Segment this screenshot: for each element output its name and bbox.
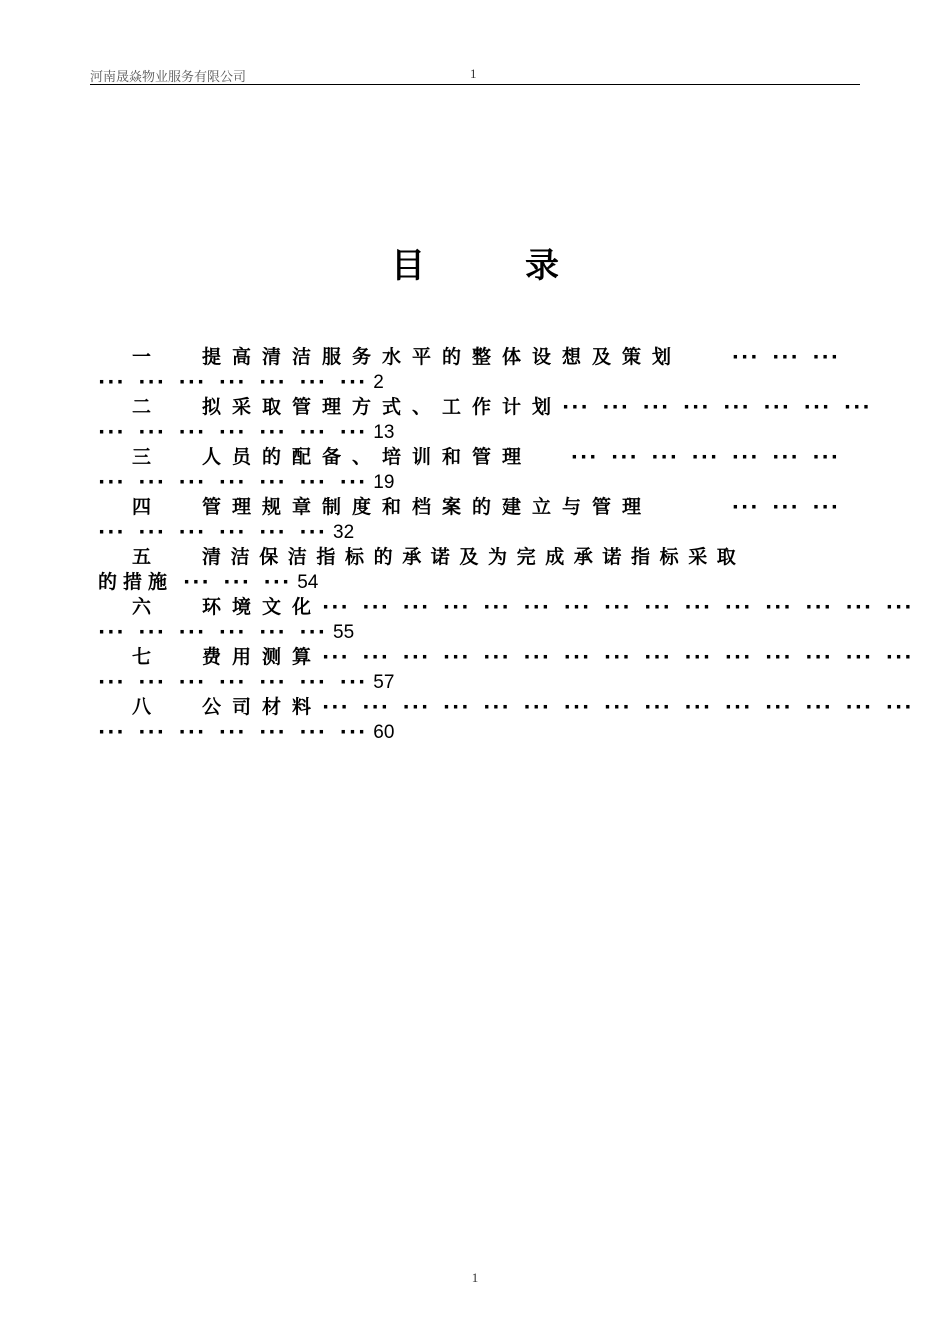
toc-page-number: 19 xyxy=(373,472,395,493)
toc-leader-dots: ··· ··· ··· ··· ··· ··· ··· xyxy=(98,671,368,693)
toc-leader-dots: ··· ··· ··· ··· ··· ··· ··· xyxy=(570,446,840,468)
toc-entry[interactable] xyxy=(98,495,840,545)
toc-entry-title: 管理规章制度和档案的建立与管理 xyxy=(202,496,653,518)
toc-entry-number: 二 xyxy=(132,396,152,418)
toc-page-number: 32 xyxy=(333,522,355,543)
toc-entry-title: 清洁保洁指标的承诺及为完成承诺指标采取 xyxy=(202,546,746,568)
toc-page-number: 13 xyxy=(373,422,395,443)
toc-entry[interactable] xyxy=(98,645,914,695)
toc-leader-dots: ··· ··· ··· ··· ··· ··· xyxy=(98,621,327,643)
toc-entry[interactable] xyxy=(98,595,914,645)
toc-entry-title: 环境文化 xyxy=(202,596,323,618)
toc-entry-title: 提高清洁服务水平的整体设想及策划 xyxy=(202,346,683,368)
toc-leader-dots: ··· ··· ··· ··· ··· ··· ··· ··· ··· ··· ··· ··· ··· ··· ··· xyxy=(322,696,914,718)
toc-entry-number: 七 xyxy=(132,646,152,668)
toc-entry-number: 八 xyxy=(132,696,152,718)
toc-page-number: 55 xyxy=(333,622,355,643)
toc-page-number: 60 xyxy=(373,722,395,743)
toc-leader-dots: ··· ··· ··· ··· ··· ··· ··· xyxy=(98,471,368,493)
toc-leader-dots: ··· ··· ··· ··· ··· ··· ··· ··· ··· ··· ··· ··· ··· ··· ··· xyxy=(322,646,914,668)
table-of-contents xyxy=(98,345,914,745)
toc-entry-number: 一 xyxy=(132,346,152,368)
toc-entry[interactable] xyxy=(98,445,840,495)
toc-entry-number: 六 xyxy=(132,596,152,618)
toc-entry-number: 四 xyxy=(132,496,152,518)
toc-entry-title: 费用测算 xyxy=(202,646,323,668)
toc-leader-dots: ··· ··· ··· ··· ··· ··· ··· ··· xyxy=(562,396,872,418)
toc-leader-dots: ··· ··· ··· ··· ··· ··· ··· xyxy=(98,721,368,743)
toc-page-number: 57 xyxy=(373,672,395,693)
toc-leader-dots: ··· ··· ··· ··· ··· ··· ··· ··· ··· ··· ··· ··· ··· ··· ··· xyxy=(322,596,914,618)
toc-leader-dots: ··· ··· ··· ··· ··· ··· ··· xyxy=(98,371,368,393)
document-title: 目录 xyxy=(391,246,659,286)
toc-leader-dots: ··· ··· ··· ··· ··· ··· ··· xyxy=(98,421,368,443)
toc-leader-dots: ··· ··· ··· xyxy=(183,571,292,593)
toc-entry-number: 五 xyxy=(132,546,152,568)
company-name: 河南晟焱物业服务有限公司 xyxy=(90,70,247,85)
toc-leader-dots: ··· ··· ··· xyxy=(731,496,840,518)
toc-entry-title: 拟采取管理方式、工作计划 xyxy=(202,396,563,418)
toc-leader-dots: ··· ··· ··· xyxy=(731,346,840,368)
toc-entry-title: 人员的配备、培训和管理 xyxy=(202,446,533,468)
toc-leader-dots: ··· ··· ··· ··· ··· ··· xyxy=(98,521,327,543)
toc-entry-title-cont: 的措施 xyxy=(98,571,174,593)
toc-page-number: 2 xyxy=(373,372,384,393)
toc-entry[interactable] xyxy=(98,345,840,395)
toc-entry-number: 三 xyxy=(132,446,152,468)
toc-entry-title: 公司材料 xyxy=(202,696,323,718)
page-header xyxy=(90,64,860,85)
toc-page-number: 54 xyxy=(297,572,319,593)
toc-entry[interactable] xyxy=(98,545,840,595)
header-page-number: 1 xyxy=(470,66,477,81)
footer-page-number: 1 xyxy=(471,1270,479,1285)
toc-entry[interactable] xyxy=(98,395,872,445)
toc-entry[interactable] xyxy=(98,695,914,745)
